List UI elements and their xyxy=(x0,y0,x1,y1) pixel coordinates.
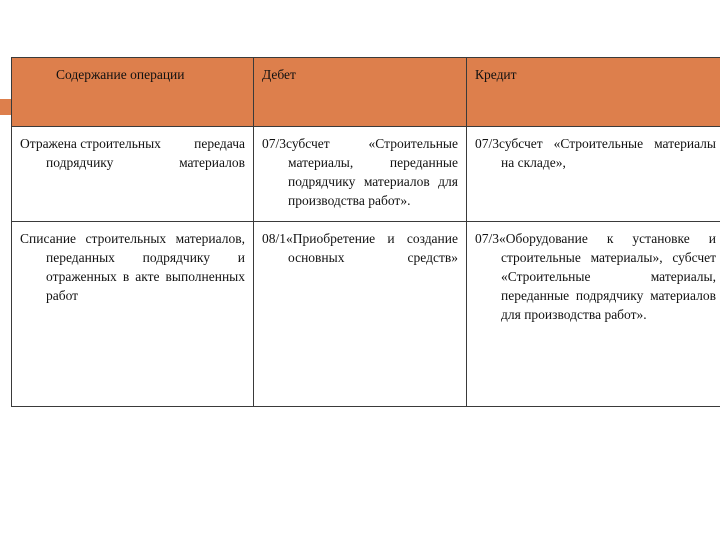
debit-text: 07/3субсчет «Строительные материалы, переданные подрядчику материалов для производства работ». xyxy=(262,136,458,208)
debit-text: 08/1«Приобретение и создание основных средств» xyxy=(262,231,458,265)
credit-cell xyxy=(467,127,720,222)
table-row xyxy=(12,222,720,407)
operation-cell xyxy=(12,127,254,222)
header-debit: Дебет xyxy=(254,58,467,127)
header-row xyxy=(12,58,720,127)
credit-text: 07/3субсчет «Строительные материалы на складе», xyxy=(475,136,716,170)
header-credit: Кредит xyxy=(467,58,720,127)
accounting-table xyxy=(11,57,720,407)
operation-text-left: Отражена строительных подрядчику xyxy=(20,136,161,170)
credit-text: 07/3«Оборудование к установке и строительные материалы», субсчет «Строительные материалы, переданные подрядчику материалов для производства работ». xyxy=(475,231,716,322)
header-operation: Содержание операции xyxy=(12,58,254,127)
credit-cell xyxy=(467,222,720,407)
operation-cell xyxy=(12,222,254,407)
debit-cell xyxy=(254,222,467,407)
accent-bar xyxy=(0,99,11,115)
operation-text: Списание строительных материалов, переданных подрядчику и отраженных в акте выполненных работ xyxy=(20,231,245,303)
debit-cell xyxy=(254,127,467,222)
operation-text-right: передача материалов xyxy=(179,136,245,170)
table-row xyxy=(12,127,720,222)
